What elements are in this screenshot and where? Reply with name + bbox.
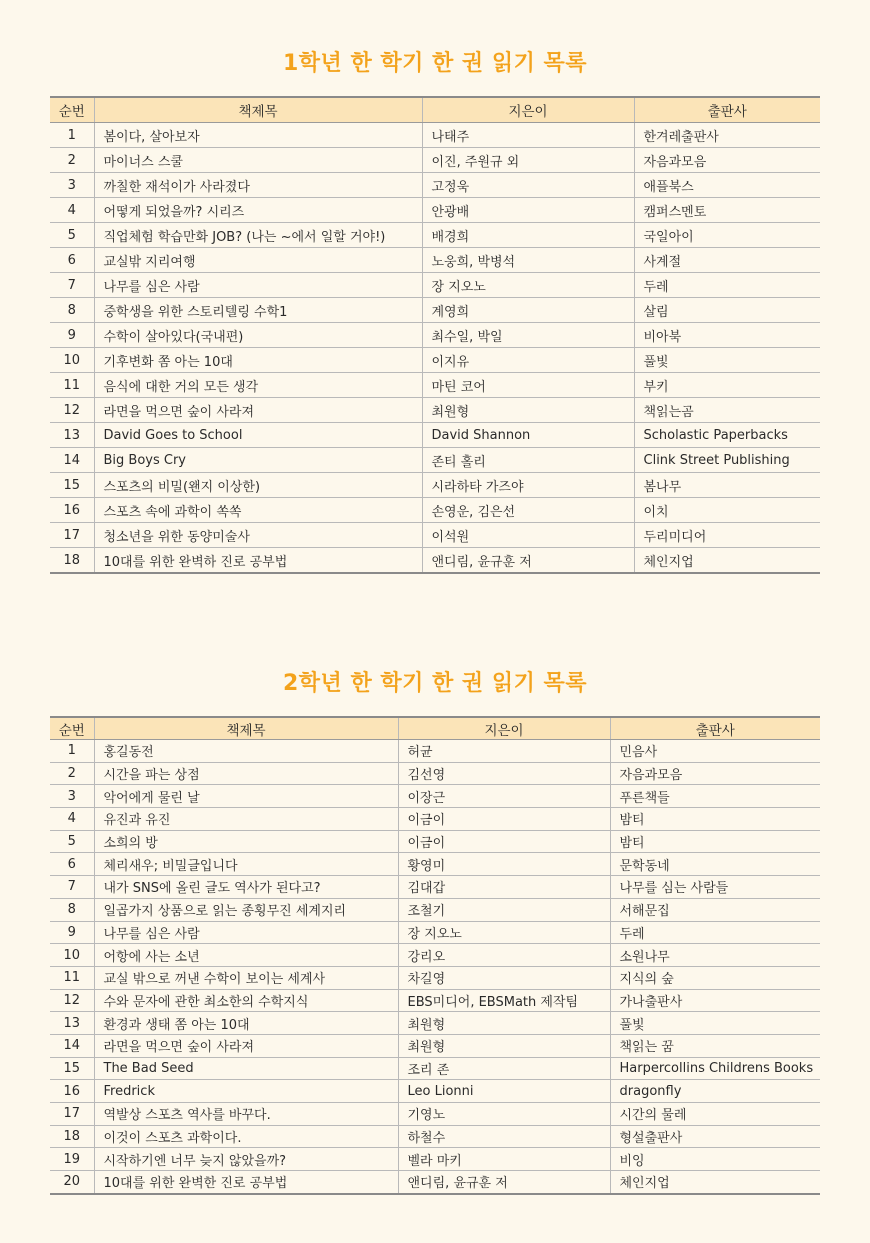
cell-number: 16 xyxy=(50,1080,94,1103)
cell-publisher: 밤티 xyxy=(610,808,820,831)
cell-book-title: 어떻게 되었을까? 시리즈 xyxy=(94,198,422,223)
cell-book-title: 나무를 심은 사람 xyxy=(94,273,422,298)
cell-publisher: 가나출판사 xyxy=(610,989,820,1012)
cell-number: 16 xyxy=(50,498,94,523)
cell-book-title: 교실밖 지리여행 xyxy=(94,248,422,273)
cell-publisher: 봄나무 xyxy=(634,473,820,498)
table-row xyxy=(50,123,820,148)
cell-publisher: 사계절 xyxy=(634,248,820,273)
cell-publisher: 책읽는곰 xyxy=(634,398,820,423)
cell-author: 이금이 xyxy=(398,830,610,853)
grade2-book-table xyxy=(50,716,820,1195)
cell-book-title: 일곱가지 상품으로 읽는 종횡무진 세계지리 xyxy=(94,898,398,921)
cell-author: 최수일, 박일 xyxy=(422,323,634,348)
table-row xyxy=(50,876,820,899)
cell-author: 이석원 xyxy=(422,523,634,548)
cell-publisher: 두레 xyxy=(610,921,820,944)
col-header-author: 지은이 xyxy=(422,97,634,123)
table-row xyxy=(50,740,820,763)
cell-book-title: 음식에 대한 거의 모든 생각 xyxy=(94,373,422,398)
cell-author: 강리오 xyxy=(398,944,610,967)
cell-publisher: Harpercollins Childrens Books xyxy=(610,1057,820,1080)
cell-number: 20 xyxy=(50,1171,94,1194)
cell-book-title: David Goes to School xyxy=(94,423,422,448)
cell-number: 6 xyxy=(50,248,94,273)
col-header-title: 책제목 xyxy=(94,97,422,123)
cell-number: 8 xyxy=(50,298,94,323)
cell-book-title: 스포츠의 비밀(왠지 이상한) xyxy=(94,473,422,498)
cell-publisher: dragonfly xyxy=(610,1080,820,1103)
cell-number: 9 xyxy=(50,323,94,348)
cell-author: 최원형 xyxy=(398,1034,610,1057)
cell-number: 10 xyxy=(50,944,94,967)
table-row xyxy=(50,1057,820,1080)
cell-publisher: 자음과모음 xyxy=(634,148,820,173)
table-row xyxy=(50,223,820,248)
table-row xyxy=(50,898,820,921)
grade2-title: 2학년 한 학기 한 권 읽기 목록 xyxy=(282,671,588,696)
cell-number: 18 xyxy=(50,548,94,574)
cell-publisher: 책읽는 꿈 xyxy=(610,1034,820,1057)
table-row xyxy=(50,248,820,273)
table-row xyxy=(50,323,820,348)
cell-publisher: 나무를 심는 사람들 xyxy=(610,876,820,899)
table-row xyxy=(50,989,820,1012)
cell-publisher: Clink Street Publishing xyxy=(634,448,820,473)
cell-book-title: 내가 SNS에 올린 글도 역사가 된다고? xyxy=(94,876,398,899)
cell-number: 3 xyxy=(50,785,94,808)
table-row xyxy=(50,785,820,808)
cell-author: 이장근 xyxy=(398,785,610,808)
cell-number: 17 xyxy=(50,1103,94,1126)
table-row xyxy=(50,173,820,198)
cell-book-title: 교실 밖으로 꺼낸 수학이 보이는 세계사 xyxy=(94,966,398,989)
cell-author: 하철수 xyxy=(398,1125,610,1148)
cell-number: 12 xyxy=(50,398,94,423)
cell-number: 4 xyxy=(50,198,94,223)
cell-author: 이지유 xyxy=(422,348,634,373)
table-row xyxy=(50,944,820,967)
cell-book-title: 직업체험 학습만화 JOB? (나는 ~에서 일할 거야!) xyxy=(94,223,422,248)
grade2-section xyxy=(0,664,870,1192)
cell-number: 1 xyxy=(50,123,94,148)
cell-publisher: 애플북스 xyxy=(634,173,820,198)
table-row xyxy=(50,1125,820,1148)
cell-author: 손영운, 김은선 xyxy=(422,498,634,523)
cell-number: 14 xyxy=(50,448,94,473)
cell-number: 18 xyxy=(50,1125,94,1148)
table-row xyxy=(50,448,820,473)
cell-number: 11 xyxy=(50,373,94,398)
cell-author: 황영미 xyxy=(398,853,610,876)
cell-author: 김선영 xyxy=(398,762,610,785)
cell-book-title: 소희의 방 xyxy=(94,830,398,853)
table-row xyxy=(50,921,820,944)
cell-book-title: 역발상 스포츠 역사를 바꾸다. xyxy=(94,1103,398,1126)
cell-publisher: 자음과모음 xyxy=(610,762,820,785)
cell-publisher: 비아북 xyxy=(634,323,820,348)
cell-publisher: 소원나무 xyxy=(610,944,820,967)
cell-number: 1 xyxy=(50,740,94,763)
cell-publisher: 푸른책들 xyxy=(610,785,820,808)
table-row xyxy=(50,523,820,548)
cell-number: 10 xyxy=(50,348,94,373)
cell-author: 마틴 코어 xyxy=(422,373,634,398)
table-row xyxy=(50,498,820,523)
cell-author: 이진, 주원규 외 xyxy=(422,148,634,173)
cell-book-title: 환경과 생태 쫌 아는 10대 xyxy=(94,1012,398,1035)
cell-author: 앤디림, 윤규훈 저 xyxy=(422,548,634,574)
cell-number: 19 xyxy=(50,1148,94,1171)
cell-author: 허균 xyxy=(398,740,610,763)
cell-number: 7 xyxy=(50,273,94,298)
cell-publisher: 한겨레출판사 xyxy=(634,123,820,148)
cell-book-title: 홍길동전 xyxy=(94,740,398,763)
table-row xyxy=(50,1012,820,1035)
cell-book-title: Fredrick xyxy=(94,1080,398,1103)
cell-author: 조철기 xyxy=(398,898,610,921)
cell-number: 2 xyxy=(50,148,94,173)
table-row xyxy=(50,808,820,831)
cell-author: 기영노 xyxy=(398,1103,610,1126)
table-row xyxy=(50,830,820,853)
table-row xyxy=(50,548,820,574)
cell-book-title: 10대를 위한 완벽한 진로 공부법 xyxy=(94,1171,398,1194)
cell-author: 존티 홀리 xyxy=(422,448,634,473)
cell-book-title: 체리새우; 비밀글입니다 xyxy=(94,853,398,876)
cell-author: 안광배 xyxy=(422,198,634,223)
grade1-book-table xyxy=(50,96,820,574)
cell-book-title: 시간을 파는 상점 xyxy=(94,762,398,785)
cell-book-title: The Bad Seed xyxy=(94,1057,398,1080)
cell-number: 6 xyxy=(50,853,94,876)
cell-book-title: 마이너스 스쿨 xyxy=(94,148,422,173)
table-row xyxy=(50,423,820,448)
cell-book-title: 악어에게 물린 날 xyxy=(94,785,398,808)
cell-book-title: 수학이 살아있다(국내편) xyxy=(94,323,422,348)
cell-publisher: 캠퍼스멘토 xyxy=(634,198,820,223)
table-header-row xyxy=(50,97,820,123)
cell-book-title: 스포츠 속에 과학이 쏙쏙 xyxy=(94,498,422,523)
cell-author: 계영희 xyxy=(422,298,634,323)
cell-number: 4 xyxy=(50,808,94,831)
cell-number: 13 xyxy=(50,423,94,448)
cell-author: 김대갑 xyxy=(398,876,610,899)
cell-book-title: Big Boys Cry xyxy=(94,448,422,473)
table-row xyxy=(50,348,820,373)
cell-number: 14 xyxy=(50,1034,94,1057)
cell-author: 고정욱 xyxy=(422,173,634,198)
cell-publisher: 시간의 물레 xyxy=(610,1103,820,1126)
cell-publisher: 부키 xyxy=(634,373,820,398)
cell-author: David Shannon xyxy=(422,423,634,448)
cell-number: 9 xyxy=(50,921,94,944)
cell-publisher: 두리미디어 xyxy=(634,523,820,548)
cell-author: 최원형 xyxy=(398,1012,610,1035)
cell-publisher: 체인지업 xyxy=(610,1171,820,1194)
cell-book-title: 봄이다, 살아보자 xyxy=(94,123,422,148)
cell-author: 조리 존 xyxy=(398,1057,610,1080)
cell-book-title: 까칠한 재석이가 사라졌다 xyxy=(94,173,422,198)
table-row xyxy=(50,148,820,173)
cell-book-title: 기후변화 쫌 아는 10대 xyxy=(94,348,422,373)
table-header-row xyxy=(50,717,820,740)
col-header-title: 책제목 xyxy=(94,717,398,740)
table-row xyxy=(50,273,820,298)
cell-author: 벨라 마키 xyxy=(398,1148,610,1171)
cell-number: 17 xyxy=(50,523,94,548)
table-row xyxy=(50,473,820,498)
cell-number: 8 xyxy=(50,898,94,921)
cell-number: 13 xyxy=(50,1012,94,1035)
cell-author: 차길영 xyxy=(398,966,610,989)
cell-book-title: 수와 문자에 관한 최소한의 수학지식 xyxy=(94,989,398,1012)
table-row xyxy=(50,1171,820,1194)
cell-publisher: 체인지업 xyxy=(634,548,820,574)
grade1-section xyxy=(0,44,870,570)
cell-number: 15 xyxy=(50,473,94,498)
table-row xyxy=(50,373,820,398)
grade1-title: 1학년 한 학기 한 권 읽기 목록 xyxy=(282,51,588,76)
table-row xyxy=(50,762,820,785)
cell-book-title: 유진과 유진 xyxy=(94,808,398,831)
cell-publisher: 살림 xyxy=(634,298,820,323)
table-row xyxy=(50,398,820,423)
cell-author: 장 지오노 xyxy=(422,273,634,298)
col-header-number: 순번 xyxy=(50,97,94,123)
col-header-number: 순번 xyxy=(50,717,94,740)
cell-author: 나태주 xyxy=(422,123,634,148)
cell-number: 5 xyxy=(50,830,94,853)
cell-publisher: 민음사 xyxy=(610,740,820,763)
cell-book-title: 중학생을 위한 스토리텔링 수학1 xyxy=(94,298,422,323)
table-row xyxy=(50,1080,820,1103)
cell-number: 15 xyxy=(50,1057,94,1080)
table-row xyxy=(50,966,820,989)
cell-publisher: 이치 xyxy=(634,498,820,523)
col-header-author: 지은이 xyxy=(398,717,610,740)
cell-book-title: 라면을 먹으면 숲이 사라져 xyxy=(94,1034,398,1057)
cell-publisher: 풀빛 xyxy=(634,348,820,373)
table-row xyxy=(50,1103,820,1126)
cell-author: 시라하타 가즈야 xyxy=(422,473,634,498)
cell-book-title: 나무를 심은 사람 xyxy=(94,921,398,944)
cell-author: 노웅희, 박병석 xyxy=(422,248,634,273)
cell-author: 앤디림, 윤규훈 저 xyxy=(398,1171,610,1194)
table-row xyxy=(50,198,820,223)
cell-number: 7 xyxy=(50,876,94,899)
cell-book-title: 어항에 사는 소년 xyxy=(94,944,398,967)
col-header-publisher: 출판사 xyxy=(634,97,820,123)
cell-publisher: Scholastic Paperbacks xyxy=(634,423,820,448)
cell-publisher: 서해문집 xyxy=(610,898,820,921)
cell-number: 3 xyxy=(50,173,94,198)
table-row xyxy=(50,1034,820,1057)
cell-author: 배경희 xyxy=(422,223,634,248)
cell-book-title: 라면을 먹으면 숲이 사라져 xyxy=(94,398,422,423)
cell-book-title: 이것이 스포츠 과학이다. xyxy=(94,1125,398,1148)
cell-author: EBS미디어, EBSMath 제작팀 xyxy=(398,989,610,1012)
cell-number: 12 xyxy=(50,989,94,1012)
cell-author: 장 지오노 xyxy=(398,921,610,944)
cell-number: 2 xyxy=(50,762,94,785)
cell-publisher: 풀빛 xyxy=(610,1012,820,1035)
cell-author: 이금이 xyxy=(398,808,610,831)
cell-book-title: 시작하기엔 너무 늦지 않았을까? xyxy=(94,1148,398,1171)
col-header-publisher: 출판사 xyxy=(610,717,820,740)
cell-publisher: 두레 xyxy=(634,273,820,298)
table-row xyxy=(50,298,820,323)
cell-book-title: 청소년을 위한 동양미술사 xyxy=(94,523,422,548)
table-row xyxy=(50,853,820,876)
cell-publisher: 밤티 xyxy=(610,830,820,853)
cell-number: 5 xyxy=(50,223,94,248)
cell-book-title: 10대를 위한 완벽하 진로 공부법 xyxy=(94,548,422,574)
cell-number: 11 xyxy=(50,966,94,989)
cell-publisher: 형설출판사 xyxy=(610,1125,820,1148)
cell-publisher: 국일아이 xyxy=(634,223,820,248)
table-row xyxy=(50,1148,820,1171)
cell-publisher: 지식의 숲 xyxy=(610,966,820,989)
cell-author: Leo Lionni xyxy=(398,1080,610,1103)
cell-author: 최원형 xyxy=(422,398,634,423)
cell-publisher: 비잉 xyxy=(610,1148,820,1171)
cell-publisher: 문학동네 xyxy=(610,853,820,876)
